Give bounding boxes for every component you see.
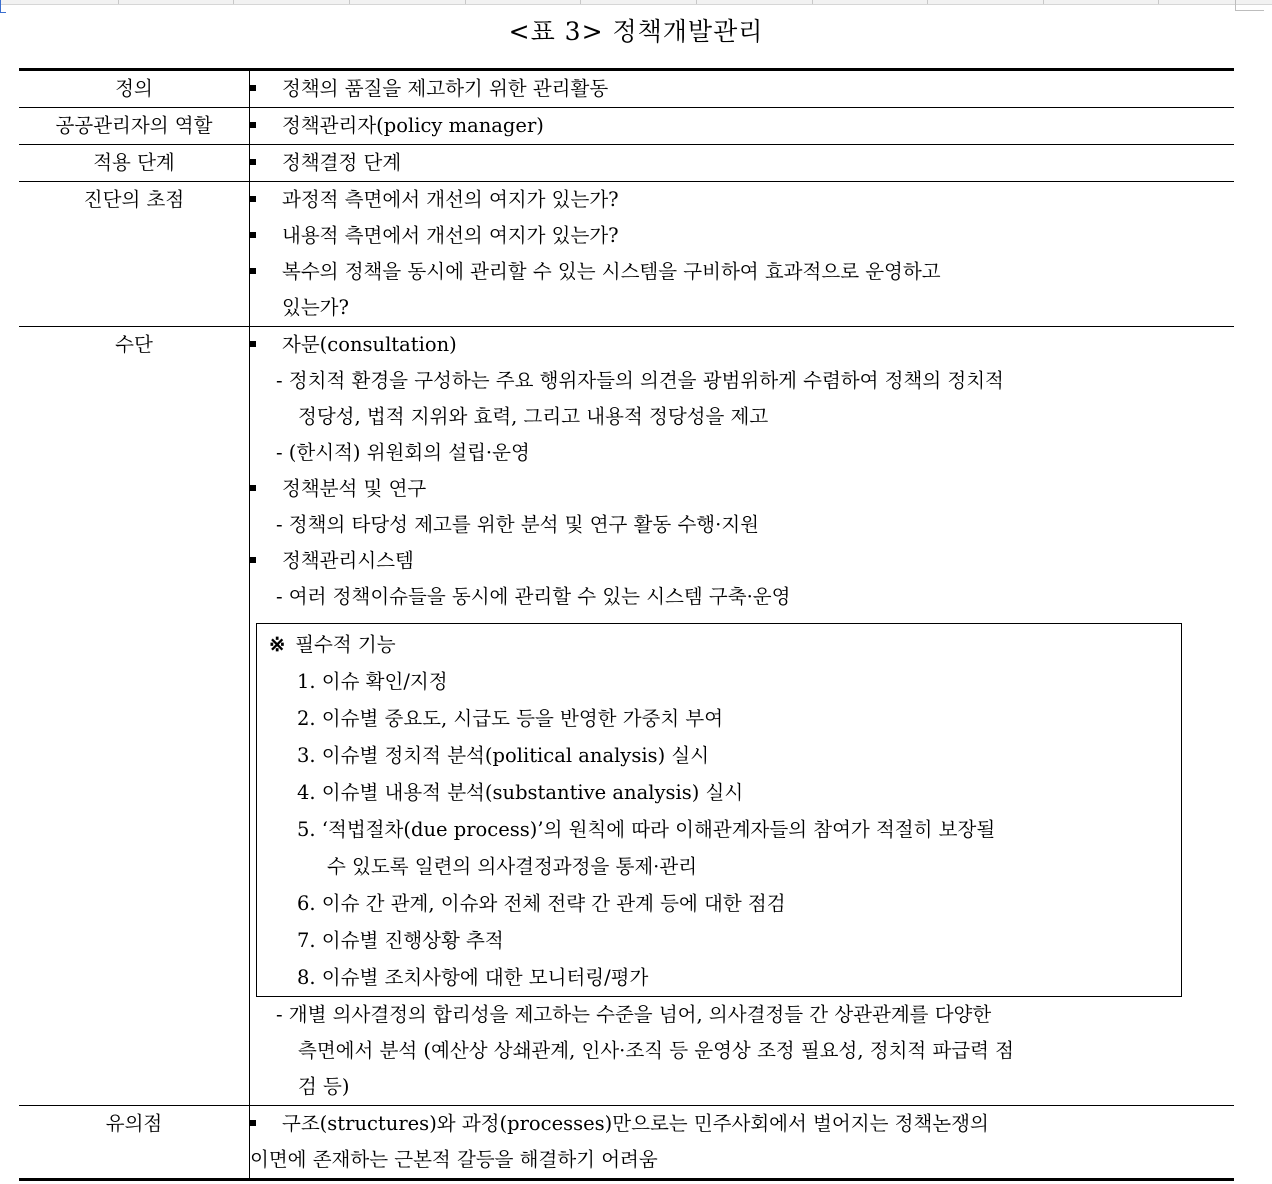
page-title: <표 3> 정책개발관리 — [508, 17, 764, 46]
function-item: 3. 이슈별 정치적 분석(political analysis) 실시 — [297, 744, 710, 767]
function-item: 8. 이슈별 조치사항에 대한 모니터링/평가 — [297, 966, 649, 989]
ruler-tick — [1043, 0, 1044, 4]
function-item: 7. 이슈별 진행상황 추적 — [297, 929, 504, 952]
sub-item: - 개별 의사결정의 합리성을 제고하는 수준을 넘어, 의사결정들 간 상관관계를 다양한 — [276, 1003, 992, 1026]
row-label-stage: 적용 단계 — [19, 145, 250, 182]
list-item: 복수의 정책을 동시에 관리할 수 있는 시스템을 구비하여 효과적으로 운영하고 — [250, 254, 1234, 290]
list-item-continuation: 이면에 존재하는 근본적 갈등을 해결하기 어려움 — [250, 1148, 658, 1171]
sub-item: - (한시적) 위원회의 설립·운영 — [276, 441, 530, 464]
bullet-icon — [250, 178, 262, 214]
bullet-icon — [250, 214, 262, 250]
list-item: 정책관리시스템 — [250, 543, 1234, 579]
row-content-role — [250, 108, 1235, 145]
bullet-icon — [250, 104, 262, 140]
bullet-icon — [250, 141, 262, 177]
page-corner-mark — [1235, 0, 1264, 11]
table-row-focus — [19, 182, 1234, 327]
list-item: 정책관리자(policy manager) — [250, 108, 1234, 144]
ruler-tick — [118, 0, 119, 4]
table-row-means — [19, 327, 1234, 1106]
ruler-tick — [349, 0, 350, 4]
ruler-tick — [1158, 0, 1159, 4]
bullet-icon — [250, 467, 262, 503]
policy-table — [19, 68, 1234, 1181]
function-item: 4. 이슈별 내용적 분석(substantive analysis) 실시 — [297, 781, 744, 804]
row-label-role: 공공관리자의 역할 — [19, 108, 250, 145]
row-label-focus: 진단의 초점 — [19, 182, 250, 327]
row-content-means — [250, 327, 1235, 1106]
sub-item-continuation: 검 등) — [298, 1075, 350, 1098]
row-content-caution — [250, 1106, 1235, 1180]
table-row-stage — [19, 145, 1234, 182]
list-item: 자문(consultation) — [250, 327, 1234, 363]
sub-item: - 여러 정책이슈들을 동시에 관리할 수 있는 시스템 구축·운영 — [276, 585, 791, 608]
row-content-focus — [250, 182, 1235, 327]
sub-item: - 정치적 환경을 구성하는 주요 행위자들의 의견을 광범위하게 수렴하여 정책의 정치적 — [276, 369, 1004, 392]
list-item: 정책의 품질을 제고하기 위한 관리활동 — [250, 71, 1234, 107]
box-heading: ※ 필수적 기능 — [269, 626, 1181, 663]
row-label-means: 수단 — [19, 327, 250, 1106]
bullet-icon — [250, 250, 262, 286]
list-item-continuation: 있는가? — [282, 296, 349, 319]
bullet-icon — [250, 67, 262, 103]
list-item: 과정적 측면에서 개선의 여지가 있는가? — [250, 182, 1234, 218]
list-item: 구조(structures)와 과정(processes)만으로는 민주사회에서 벌어지는 정책논쟁의 — [250, 1106, 1234, 1142]
sub-item-continuation: 정당성, 법적 지위와 효력, 그리고 내용적 정당성을 제고 — [298, 405, 769, 428]
row-content-definition — [250, 70, 1235, 108]
bullet-icon — [250, 539, 262, 575]
table-row-role — [19, 108, 1234, 145]
function-item: 1. 이슈 확인/지정 — [297, 670, 448, 693]
row-content-stage — [250, 145, 1235, 182]
list-item: 내용적 측면에서 개선의 여지가 있는가? — [250, 218, 1234, 254]
list-item: 정책분석 및 연구 — [250, 471, 1234, 507]
ruler-tick — [233, 0, 234, 4]
function-item: 5. ‘적법절차(due process)’의 원칙에 따라 이해관계자들의 참여가 적절히 보장될 — [297, 818, 996, 841]
bullet-icon — [250, 323, 262, 359]
function-item: 2. 이슈별 중요도, 시급도 등을 반영한 가중치 부여 — [297, 707, 724, 730]
reference-mark-icon: ※ — [269, 633, 286, 656]
function-item-continuation: 수 있도록 일련의 의사결정과정을 통제·관리 — [327, 855, 698, 878]
essential-functions-box — [256, 623, 1182, 997]
ruler-tick — [580, 0, 581, 4]
bullet-icon — [250, 1102, 262, 1138]
table-row-caution — [19, 1106, 1234, 1180]
ruler-tick — [465, 0, 466, 4]
ruler-tick — [696, 0, 697, 4]
list-item: 정책결정 단계 — [250, 145, 1234, 181]
cursor-marker — [0, 0, 6, 13]
sub-item: - 정책의 타당성 제고를 위한 분석 및 연구 활동 수행·지원 — [276, 513, 759, 536]
row-label-caution: 유의점 — [19, 1106, 250, 1180]
table-row-definition — [19, 70, 1234, 108]
ruler-tick — [927, 0, 928, 4]
ruler-bar — [0, 0, 1272, 5]
ruler-tick — [812, 0, 813, 4]
function-item: 6. 이슈 간 관계, 이슈와 전체 전략 간 관계 등에 대한 점검 — [297, 892, 786, 915]
row-label-definition: 정의 — [19, 70, 250, 108]
sub-item-continuation: 측면에서 분석 (예산상 상쇄관계, 인사·조직 등 운영상 조정 필요성, 정치적 파급력 점 — [298, 1039, 1015, 1062]
